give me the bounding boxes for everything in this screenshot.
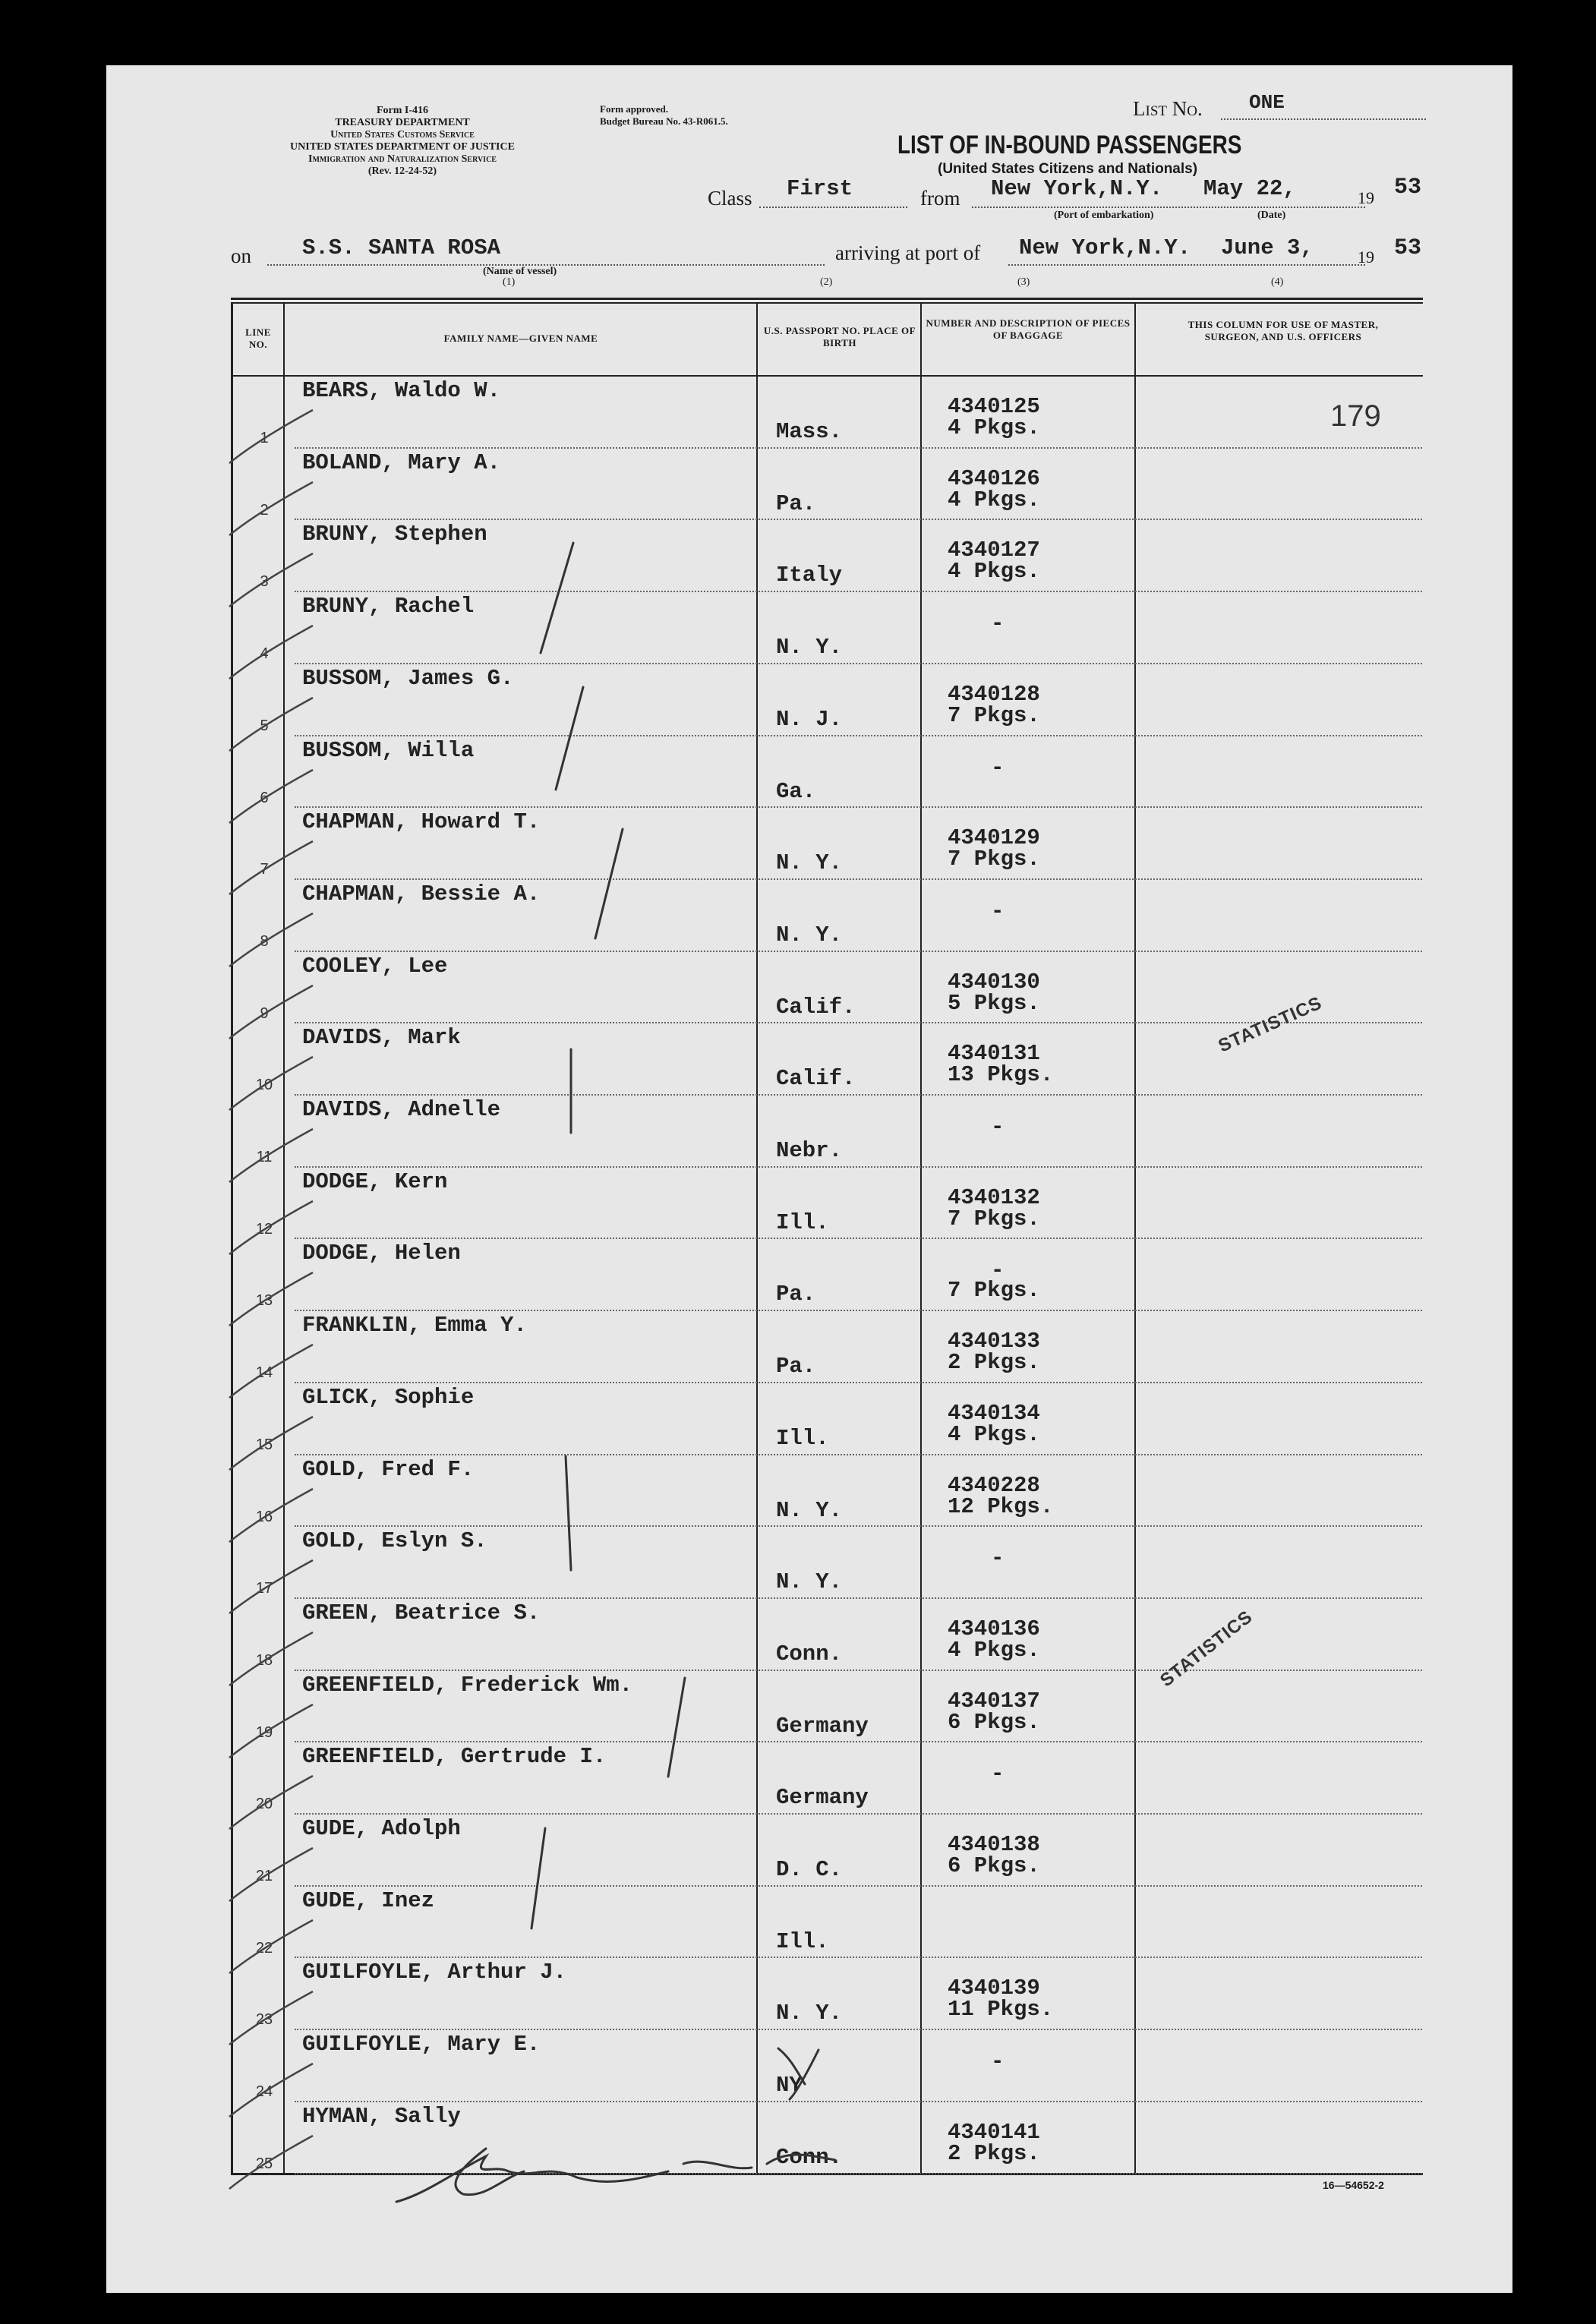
from-label: from [920,187,960,210]
baggage-pkgs: 4 Pkgs. [948,1421,1040,1447]
place-of-birth: Pa. [776,1282,816,1307]
place-of-birth: N. Y. [776,1497,843,1523]
date-value: May 22, [1203,176,1296,201]
vessel-name: S.S. SANTA ROSA [302,235,501,260]
baggage-pkgs: 13 Pkgs. [948,1062,1054,1088]
passenger-name: GLICK, Sophie [302,1384,475,1410]
line-number: 14 [255,1364,273,1382]
date-caption: (Date) [1257,210,1286,221]
page-number: 179 [1330,399,1381,433]
passenger-name: BRUNY, Stephen [302,522,487,547]
arrival-year: 53 [1394,235,1422,261]
line-number: 25 [255,2155,273,2172]
line-number: 7 [260,861,269,878]
baggage-number: 4340228 [948,1472,1040,1498]
baggage-number: 4340132 [948,1184,1040,1210]
line-number: 12 [255,1220,273,1238]
line-number: 5 [260,717,269,734]
place-of-birth: Calif. [776,994,856,1020]
place-of-birth: N. J. [776,706,843,732]
statistics-stamp: STATISTICS [1215,992,1326,1057]
form-number: Form I-416 [376,105,429,116]
justice-department: UNITED STATES DEPARTMENT OF JUSTICE [290,141,515,153]
passenger-name: DAVIDS, Adnelle [302,1097,501,1122]
place-of-birth: N. Y. [776,1569,843,1595]
passenger-name: BUSSOM, James G. [302,665,514,691]
ins-name: Immigration and Naturalization Service [308,153,497,165]
passenger-name: GOLD, Eslyn S. [302,1528,487,1554]
baggage-pkgs: 5 Pkgs. [948,990,1040,1016]
year-prefix: 19 [1358,188,1374,207]
place-of-birth: D. C. [776,1857,843,1882]
place-of-birth: NY [776,2073,803,2099]
baggage-pkgs: 4 Pkgs. [948,1637,1040,1663]
place-of-birth: Pa. [776,1354,816,1380]
baggage-number: - [991,611,1005,637]
customs-service: United States Customs Service [330,129,475,140]
passenger-name: BUSSOM, Willa [302,737,475,763]
passenger-name: DODGE, Kern [302,1168,448,1194]
header-name: FAMILY NAME—GIVEN NAME [443,333,598,344]
baggage-number: - [991,755,1005,780]
baggage-number: 4340141 [948,2119,1040,2145]
place-of-birth: Italy [776,563,843,588]
port-caption: (Port of embarkation) [1054,210,1154,221]
passenger-name: GUDE, Adolph [302,1816,461,1841]
arriving-label: arriving at port of [835,241,981,264]
list-no-label: List No. [1133,97,1203,120]
class-value: First [787,176,853,201]
passenger-name: FRANKLIN, Emma Y. [302,1313,527,1339]
baggage-number: 4340126 [948,465,1040,491]
baggage-number: 4340131 [948,1041,1040,1067]
passenger-name: BOLAND, Mary A. [302,449,501,475]
line-number: 17 [255,1580,273,1597]
baggage-number: 4340138 [948,1832,1040,1857]
baggage-number: 4340125 [948,394,1040,419]
baggage-number: - [991,898,1005,924]
place-of-birth: Nebr. [776,1138,843,1163]
page-subtitle: (United States Citizens and Nationals) [938,161,1198,177]
line-number: 13 [255,1292,273,1310]
form-approved: Form approved. [600,103,669,115]
line-number: 11 [256,1149,273,1165]
place-of-birth: Conn. [776,1641,843,1667]
baggage-number: 4340134 [948,1400,1040,1426]
place-of-birth: Ill. [776,1209,829,1235]
line-number: 4 [260,645,269,663]
baggage-pkgs: 7 Pkgs. [948,702,1040,728]
line-number: 8 [260,932,269,950]
passenger-name: BRUNY, Rachel [302,594,475,620]
baggage-number: 4340129 [948,825,1040,851]
class-label: Class [708,187,752,210]
place-of-birth: N. Y. [776,850,843,876]
place-of-birth: N. Y. [776,635,843,661]
on-label: on [231,244,251,267]
revision: (Rev. 12-24-52) [367,166,437,177]
passenger-name: BEARS, Waldo W. [302,378,501,403]
baggage-pkgs: 2 Pkgs. [948,2140,1040,2166]
baggage-number: - [991,1761,1005,1787]
statistics-stamp: STATISTICS [1156,1606,1257,1692]
baggage-number: - [991,2049,1005,2075]
passenger-name: COOLEY, Lee [302,953,448,979]
passenger-name: HYMAN, Sally [302,2103,461,2129]
line-number: 2 [260,501,269,519]
passenger-name: GOLD, Fred F. [302,1456,475,1482]
place-of-birth: Germany [776,1785,869,1811]
arrival-port: New York,N.Y. [1019,235,1191,260]
col2-caption: (2) [820,276,833,288]
footer-code: 16—54652-2 [1323,2179,1384,2191]
baggage-number: 4340127 [948,538,1040,563]
baggage-number: - [991,1115,1005,1140]
baggage-pkgs: 7 Pkgs. [948,847,1040,872]
baggage-pkgs: 7 Pkgs. [948,1278,1040,1304]
baggage-number: - [991,1546,1005,1572]
baggage-number: 4340133 [948,1329,1040,1354]
passenger-name: GREENFIELD, Gertrude I. [302,1744,607,1770]
col4-caption: (4) [1271,276,1284,288]
line-number: 24 [255,2083,273,2101]
passenger-name: GREEN, Beatrice S. [302,1600,541,1626]
baggage-number: 4340137 [948,1688,1040,1714]
vessel-caption: (Name of vessel) [483,266,557,277]
baggage-pkgs: 11 Pkgs. [948,1997,1054,2023]
line-number: 9 [260,1004,269,1022]
line-number: 1 [260,430,269,446]
line-number: 19 [255,1723,273,1741]
baggage-pkgs: 4 Pkgs. [948,415,1040,440]
budget-bureau: Budget Bureau No. 43-R061.5. [600,115,728,127]
passenger-name: GUILFOYLE, Arthur J. [302,1960,567,1985]
header-officers: THIS COLUMN FOR USE OF MASTER, SURGEON, AND U.S. OFFICERS [1188,319,1379,342]
place-of-birth: Calif. [776,1066,856,1092]
line-number: 21 [255,1868,273,1884]
list-no-value: ONE [1249,91,1285,114]
arrival-year-prefix: 19 [1358,248,1374,266]
place-of-birth: Ill. [776,1425,829,1451]
place-of-birth: Ill. [776,1928,829,1954]
baggage-pkgs: 12 Pkgs. [948,1493,1054,1519]
baggage-pkgs: 4 Pkgs. [948,559,1040,585]
line-number: 18 [255,1651,273,1669]
place-of-birth: N. Y. [776,2001,843,2026]
baggage-number: 4340136 [948,1616,1040,1641]
line-number: 6 [260,789,269,806]
baggage-number: 4340139 [948,1976,1040,2001]
line-number: 10 [255,1077,273,1094]
line-number: 16 [255,1508,273,1525]
from-value: New York,N.Y. [991,176,1163,201]
place-of-birth: Germany [776,1713,869,1739]
line-number: 15 [255,1436,273,1453]
passenger-name: GREENFIELD, Frederick Wm. [302,1672,633,1698]
line-number: 23 [255,2011,273,2029]
treasury-department: TREASURY DEPARTMENT [335,117,470,128]
line-number: 22 [255,1939,273,1957]
baggage-number: 4340128 [948,681,1040,707]
page-title: LIST OF IN-BOUND PASSENGERS [897,131,1242,159]
baggage-number: 4340130 [948,969,1040,995]
baggage-pkgs: 6 Pkgs. [948,1853,1040,1878]
header-passport: U.S. PASSPORT NO. PLACE OF BIRTH [763,325,916,348]
place-of-birth: Conn. [776,2144,843,2170]
passenger-name: DODGE, Helen [302,1241,461,1266]
baggage-pkgs: 6 Pkgs. [948,1709,1040,1735]
place-of-birth: Pa. [776,490,816,516]
col3-caption: (3) [1017,276,1030,288]
passenger-name: GUDE, Inez [302,1887,435,1913]
passenger-name: CHAPMAN, Bessie A. [302,881,541,907]
header-line-no: LINE NO. [245,326,271,350]
passenger-name: DAVIDS, Mark [302,1025,461,1051]
place-of-birth: Ga. [776,778,816,804]
arrival-date: June 3, [1221,235,1314,260]
place-of-birth: N. Y. [776,922,843,948]
line-number: 3 [260,573,269,591]
baggage-pkgs: 7 Pkgs. [948,1206,1040,1231]
line-number: 20 [255,1796,273,1813]
passenger-name: GUILFOYLE, Mary E. [302,2032,541,2058]
header-baggage: NUMBER AND DESCRIPTION OF PIECES OF BAGGAGE [926,317,1131,341]
baggage-number: - [991,1258,1005,1284]
year-value: 53 [1394,175,1422,200]
baggage-pkgs: 4 Pkgs. [948,487,1040,512]
baggage-pkgs: 2 Pkgs. [948,1350,1040,1376]
passenger-name: CHAPMAN, Howard T. [302,809,541,835]
place-of-birth: Mass. [776,419,843,444]
vessel-caption-num: (1) [503,276,516,288]
